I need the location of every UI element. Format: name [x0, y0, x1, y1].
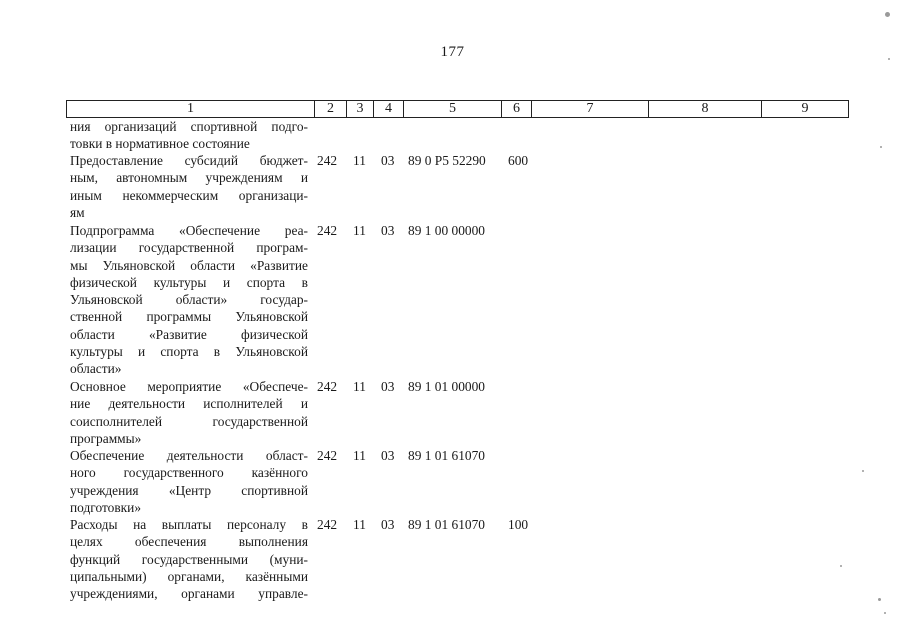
description-line: целях обеспечения выполнения	[70, 534, 308, 550]
description-line: Основное мероприятие «Обеспече-	[70, 379, 308, 394]
scan-speck	[840, 565, 842, 567]
header-col-7: 7	[531, 101, 648, 117]
cell-col-5: 89 1 01 00000	[408, 379, 485, 394]
cell-col-4: 03	[381, 223, 395, 238]
cell-col-4: 03	[381, 448, 395, 463]
description-line: Предоставление субсидий бюджет-	[70, 153, 308, 168]
scan-speck	[888, 58, 890, 60]
row-description	[70, 378, 308, 447]
cell-col-5: 89 0 P5 52290	[408, 153, 486, 168]
cell-col-4: 03	[381, 517, 395, 532]
description-line: Расходы на выплаты персоналу в	[70, 517, 308, 532]
header-col-8: 8	[648, 101, 761, 117]
cell-col-4: 03	[381, 153, 395, 168]
cell-col-3: 11	[353, 448, 366, 463]
header-col-5: 5	[403, 101, 501, 117]
cell-col-5: 89 1 00 00000	[408, 223, 485, 238]
description-line: Обеспечение деятельности област-	[70, 448, 308, 463]
description-line: ственной программы Ульяновской	[70, 309, 308, 325]
description-line: программы»	[70, 430, 142, 446]
row-description	[70, 222, 308, 378]
cell-col-6: 600	[508, 153, 529, 168]
description-line: учреждения «Центр спортивной	[70, 482, 308, 498]
row-description	[70, 118, 308, 153]
description-line: физической культуры и спорта в	[70, 274, 308, 290]
scan-speck	[885, 12, 890, 17]
description-line: ным, автономным учреждениям и	[70, 170, 308, 186]
header-col-3: 3	[346, 101, 373, 117]
description-line: учреждениями, органами управле-	[70, 586, 308, 602]
row-description	[70, 447, 308, 516]
cell-col-4: 03	[381, 379, 395, 394]
cell-col-2: 242	[317, 448, 338, 463]
cell-col-6: 100	[508, 517, 529, 532]
description-line: ния организаций спортивной подго-	[70, 119, 308, 134]
header-col-2: 2	[314, 101, 346, 117]
cell-col-3: 11	[353, 517, 366, 532]
description-line: подготовки»	[70, 499, 142, 515]
description-line: ципальными) органами, казёнными	[70, 568, 308, 584]
description-line: ям	[70, 204, 85, 220]
cell-col-5: 89 1 01 61070	[408, 448, 485, 463]
row-description	[70, 516, 308, 602]
description-line: мы Ульяновской области «Развитие	[70, 257, 308, 273]
scan-speck	[880, 146, 882, 148]
description-line: соисполнителей государственной	[70, 413, 308, 429]
header-col-1: 1	[187, 101, 194, 116]
table-header	[66, 100, 849, 118]
header-col-4: 4	[373, 101, 403, 117]
scan-speck	[884, 612, 886, 614]
scan-speck	[862, 470, 864, 472]
header-col-6: 6	[501, 101, 531, 117]
cell-col-2: 242	[317, 153, 338, 168]
row-description	[70, 152, 308, 221]
cell-col-2: 242	[317, 379, 338, 394]
description-line: лизации государственной програм-	[70, 240, 308, 256]
cell-col-2: 242	[317, 517, 338, 532]
description-line: области»	[70, 361, 122, 377]
description-line: культуры и спорта в Ульяновской	[70, 344, 308, 360]
description-line: функций государственными (муни-	[70, 551, 308, 567]
description-line: иным некоммерческим организаци-	[70, 187, 308, 203]
description-line: ние деятельности исполнителей и	[70, 396, 308, 412]
page-number: 177	[440, 44, 465, 60]
scan-speck	[878, 598, 881, 601]
cell-col-3: 11	[353, 379, 366, 394]
description-line: ного государственного казённого	[70, 465, 308, 481]
cell-col-3: 11	[353, 223, 366, 238]
cell-col-2: 242	[317, 223, 338, 238]
description-line: Ульяновской области» государ-	[70, 292, 308, 308]
description-line: Подпрограмма «Обеспечение реа-	[70, 223, 308, 238]
header-col-9: 9	[761, 101, 848, 117]
cell-col-3: 11	[353, 153, 366, 168]
description-line: области «Развитие физической	[70, 326, 308, 342]
cell-col-5: 89 1 01 61070	[408, 517, 485, 532]
description-line: товки в нормативное состояние	[70, 136, 250, 152]
